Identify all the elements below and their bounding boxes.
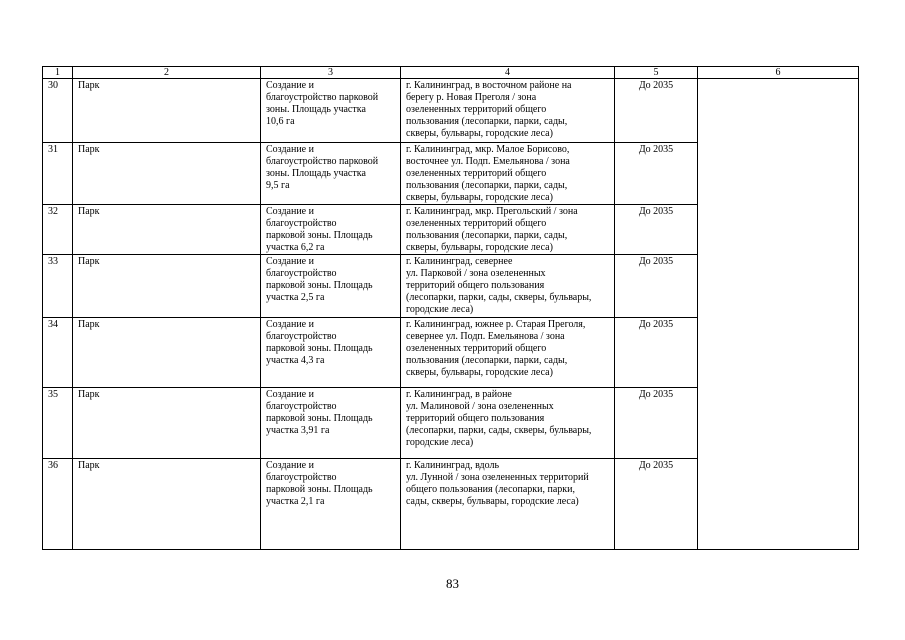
object-name: Парк: [73, 459, 261, 550]
object-location-line: г. Калининград, мкр. Прегольский / зона: [406, 206, 578, 217]
object-location-line: скверы, бульвары, городские леса): [406, 367, 553, 378]
notes-cell: [698, 79, 859, 550]
object-description-line: благоустройство: [266, 268, 337, 279]
deadline: До 2035: [615, 459, 698, 550]
row-number: 34: [43, 318, 73, 388]
object-description-line: благоустройство парковой: [266, 92, 379, 103]
deadline: До 2035: [615, 388, 698, 459]
object-location-line: севернее ул. Подп. Емельянова / зона: [406, 331, 565, 342]
object-description-line: участка 3,91 га: [266, 425, 330, 436]
page-number: 83: [446, 576, 459, 591]
object-description: [261, 318, 401, 388]
object-location-line: скверы, бульвары, городские леса): [406, 242, 553, 253]
object-description-line: парковой зоны. Площадь: [266, 413, 373, 424]
object-location: [401, 205, 615, 255]
object-name: Парк: [73, 255, 261, 318]
object-location: [401, 318, 615, 388]
object-location-line: сады, скверы, бульвары, городские леса): [406, 496, 579, 507]
object-name: Парк: [73, 205, 261, 255]
object-description: [261, 205, 401, 255]
object-description-line: парковой зоны. Площадь: [266, 280, 373, 291]
object-location-line: г. Калининград, вдоль: [406, 460, 500, 471]
object-description-line: парковой зоны. Площадь: [266, 484, 373, 495]
object-location-line: восточнее ул. Подп. Емельянова / зона: [406, 156, 570, 167]
object-description-line: Создание и: [266, 389, 314, 400]
object-name: Парк: [73, 143, 261, 205]
deadline: До 2035: [615, 318, 698, 388]
object-location-line: пользования (лесопарки, парки, сады,: [406, 355, 568, 366]
object-location-line: пользования (лесопарки, парки, сады,: [406, 116, 568, 127]
object-description: [261, 79, 401, 143]
object-description-line: благоустройство: [266, 401, 337, 412]
deadline: До 2035: [615, 143, 698, 205]
object-location-line: ул. Малиновой / зона озелененных: [406, 401, 554, 412]
column-header: 5: [615, 67, 698, 79]
planning-table: [42, 66, 859, 550]
object-description-line: благоустройство: [266, 472, 337, 483]
object-location-line: территорий общего пользования: [406, 280, 545, 291]
row-number: 35: [43, 388, 73, 459]
object-location-line: городские леса): [406, 304, 474, 315]
deadline: До 2035: [615, 205, 698, 255]
object-description: [261, 459, 401, 550]
object-description-line: Создание и: [266, 144, 314, 155]
column-header: 4: [401, 67, 615, 79]
object-description-line: Создание и: [266, 256, 314, 267]
object-location-line: озелененных территорий общего: [406, 343, 547, 354]
object-description: [261, 143, 401, 205]
deadline: До 2035: [615, 255, 698, 318]
object-location-line: (лесопарки, парки, сады, скверы, бульвары,: [406, 425, 592, 436]
row-number: 36: [43, 459, 73, 550]
object-name: Парк: [73, 388, 261, 459]
object-location-line: территорий общего пользования: [406, 413, 545, 424]
object-location-line: ул. Лунной / зона озелененных территорий: [406, 472, 589, 483]
object-description-line: благоустройство парковой: [266, 156, 379, 167]
object-location-line: г. Калининград, в восточном районе на: [406, 80, 572, 91]
object-description-line: Создание и: [266, 319, 314, 330]
object-location-line: г. Калининград, южнее р. Старая Преголя,: [406, 319, 586, 330]
object-location: [401, 143, 615, 205]
object-location-line: озелененных территорий общего: [406, 104, 547, 115]
object-description-line: 9,5 га: [266, 180, 290, 191]
object-location-line: пользования (лесопарки, парки, сады,: [406, 230, 568, 241]
object-location: [401, 459, 615, 550]
object-description-line: участка 4,3 га: [266, 355, 325, 366]
object-description-line: Создание и: [266, 206, 314, 217]
object-location-line: городские леса): [406, 437, 474, 448]
object-description-line: участка 2,1 га: [266, 496, 325, 507]
object-location-line: озелененных территорий общего: [406, 218, 547, 229]
object-description-line: зоны. Площадь участка: [266, 168, 366, 179]
column-header: 1: [43, 67, 73, 79]
object-location-line: г. Калининград, мкр. Малое Борисово,: [406, 144, 570, 155]
object-location-line: скверы, бульвары, городские леса): [406, 128, 553, 139]
object-description-line: парковой зоны. Площадь: [266, 343, 373, 354]
object-name: Парк: [73, 79, 261, 143]
object-description-line: Создание и: [266, 460, 314, 471]
object-description-line: зоны. Площадь участка: [266, 104, 366, 115]
row-number: 31: [43, 143, 73, 205]
row-number: 30: [43, 79, 73, 143]
object-location-line: г. Калининград, в районе: [406, 389, 512, 400]
object-description-line: благоустройство: [266, 218, 337, 229]
object-location-line: ул. Парковой / зона озелененных: [406, 268, 546, 279]
object-description-line: Создание и: [266, 80, 314, 91]
row-number: 33: [43, 255, 73, 318]
object-location: [401, 255, 615, 318]
object-location-line: г. Калининград, севернее: [406, 256, 513, 267]
object-description-line: 10,6 га: [266, 116, 295, 127]
object-location: [401, 388, 615, 459]
object-description-line: участка 2,5 га: [266, 292, 325, 303]
deadline: До 2035: [615, 79, 698, 143]
row-number: 32: [43, 205, 73, 255]
table-row: [43, 79, 859, 143]
column-header: 6: [698, 67, 859, 79]
object-location-line: пользования (лесопарки, парки, сады,: [406, 180, 568, 191]
object-location-line: (лесопарки, парки, сады, скверы, бульвары,: [406, 292, 592, 303]
object-description-line: парковой зоны. Площадь: [266, 230, 373, 241]
object-location: [401, 79, 615, 143]
object-name: Парк: [73, 318, 261, 388]
object-description: [261, 255, 401, 318]
object-location-line: озелененных территорий общего: [406, 168, 547, 179]
object-description-line: благоустройство: [266, 331, 337, 342]
object-location-line: общего пользования (лесопарки, парки,: [406, 484, 576, 495]
object-location-line: берегу р. Новая Преголя / зона: [406, 92, 537, 103]
column-header: 3: [261, 67, 401, 79]
object-location-line: скверы, бульвары, городские леса): [406, 192, 553, 203]
object-description-line: участка 6,2 га: [266, 242, 325, 253]
object-description: [261, 388, 401, 459]
header-row: [43, 67, 859, 79]
column-header: 2: [73, 67, 261, 79]
